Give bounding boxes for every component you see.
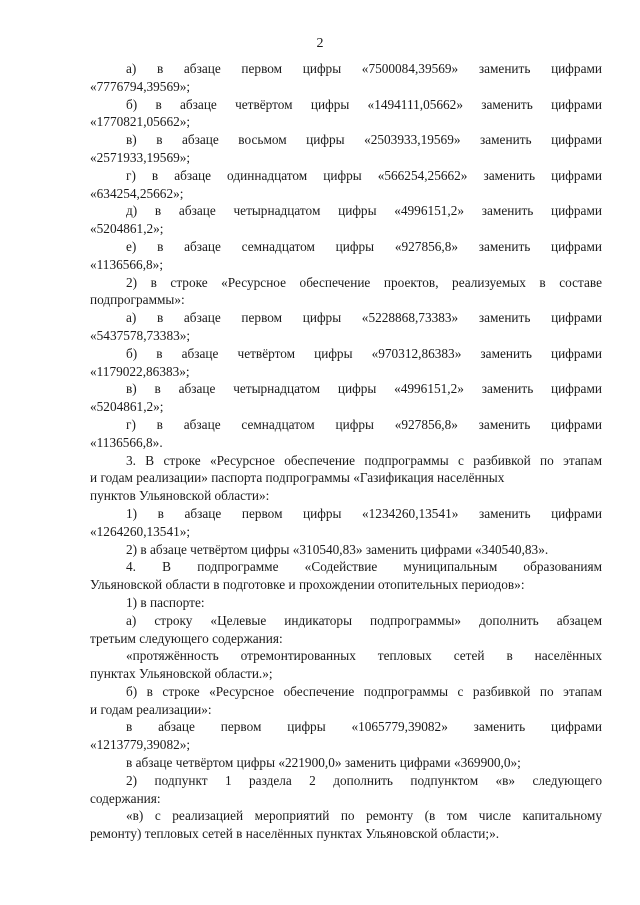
- page-number: 2: [316, 36, 324, 51]
- paragraph-line: е) в абзаце семнадцатом цифры «927856,8» заменить цифрами: [126, 238, 602, 254]
- paragraph-line: 1) в абзаце первом цифры «1234260,13541» заменить цифрами: [126, 505, 602, 521]
- paragraph-line: «1136566,8».: [90, 434, 163, 450]
- paragraph-line: в абзаце первом цифры «1065779,39082» заменить цифрами: [126, 719, 602, 735]
- paragraph-line: а) в абзаце первом цифры «7500084,39569» заменить цифрами: [126, 61, 602, 76]
- paragraph-line: «1770821,05662»;: [90, 114, 191, 130]
- paragraph-line: 4. В подпрограмме «Содействие муниципальным образованиям: [126, 559, 602, 575]
- paragraph-line: третьим следующего содержания:: [90, 630, 283, 646]
- paragraph-line: Ульяновской области в подготовке и прохождении отопительных периодов»:: [90, 577, 525, 593]
- paragraph-line: а) в абзаце первом цифры «5228868,73383» заменить цифрами: [126, 310, 602, 326]
- paragraph-line: «7776794,39569»;: [90, 78, 191, 94]
- paragraph-line: в абзаце четвёртом цифры «221900,0» заменить цифрами «369900,0»;: [126, 755, 521, 771]
- paragraph-line: г) в абзаце одиннадцатом цифры «566254,25662» заменить цифрами: [126, 167, 602, 183]
- paragraph-line: «1213779,39082»;: [90, 737, 191, 753]
- paragraph-line: «1179022,86383»;: [90, 363, 190, 379]
- paragraph-line: «1264260,13541»;: [90, 523, 191, 539]
- paragraph-line: 3. В строке «Ресурсное обеспечение подпрограммы с разбивкой по этапам: [126, 452, 602, 468]
- paragraph-line: содержания:: [90, 790, 161, 806]
- paragraph-line: пунктах Ульяновской области.»;: [90, 666, 273, 682]
- paragraph-line: б) в строке «Ресурсное обеспечение подпрограммы с разбивкой по этапам: [126, 683, 602, 699]
- document-body: [90, 60, 602, 843]
- paragraph-line: «5204861,2»;: [90, 399, 164, 415]
- paragraph-line: и годам реализации» паспорта подпрограммы «Газификация населённых: [90, 470, 505, 486]
- paragraph-line: б) в абзаце четвёртом цифры «970312,86383» заменить цифрами: [126, 345, 602, 361]
- paragraph-line: д) в абзаце четырнадцатом цифры «4996151,2» заменить цифрами: [126, 203, 602, 219]
- paragraph-line: б) в абзаце четвёртом цифры «1494111,05662» заменить цифрами: [126, 96, 602, 112]
- paragraph-line: «2571933,19569»;: [90, 149, 191, 165]
- paragraph-line: 1) в паспорте:: [126, 594, 205, 610]
- paragraph-line: а) строку «Целевые индикаторы подпрограммы» дополнить абзацем: [126, 612, 602, 628]
- paragraph-line: ремонту) тепловых сетей в населённых пунктах Ульяновской области;».: [90, 826, 500, 842]
- paragraph-line: «5437578,73383»;: [90, 327, 191, 343]
- paragraph-line: 2) в строке «Ресурсное обеспечение проектов, реализуемых в составе: [126, 274, 602, 290]
- paragraph-line: «в) с реализацией мероприятий по ремонту (в том числе капитальному: [126, 808, 602, 824]
- paragraph-line: подпрограммы»:: [90, 292, 185, 308]
- paragraph-line: «1136566,8»;: [90, 256, 164, 272]
- paragraph-line: 2) подпункт 1 раздела 2 дополнить подпунктом «в» следующего: [126, 772, 602, 788]
- paragraph-line: г) в абзаце семнадцатом цифры «927856,8» заменить цифрами: [126, 416, 602, 432]
- paragraph-line: «634254,25662»;: [90, 185, 184, 201]
- paragraph-line: в) в абзаце четырнадцатом цифры «4996151,2» заменить цифрами: [126, 381, 602, 397]
- paragraph-line: «протяжённость отремонтированных тепловых сетей в населённых: [126, 648, 602, 664]
- paragraph-line: пунктов Ульяновской области»:: [90, 488, 270, 504]
- paragraph-line: 2) в абзаце четвёртом цифры «310540,83» заменить цифрами «340540,83».: [126, 541, 549, 557]
- paragraph-line: «5204861,2»;: [90, 221, 164, 237]
- paragraph-line: в) в абзаце восьмом цифры «2503933,19569» заменить цифрами: [126, 132, 602, 148]
- paragraph-line: и годам реализации»:: [90, 701, 212, 717]
